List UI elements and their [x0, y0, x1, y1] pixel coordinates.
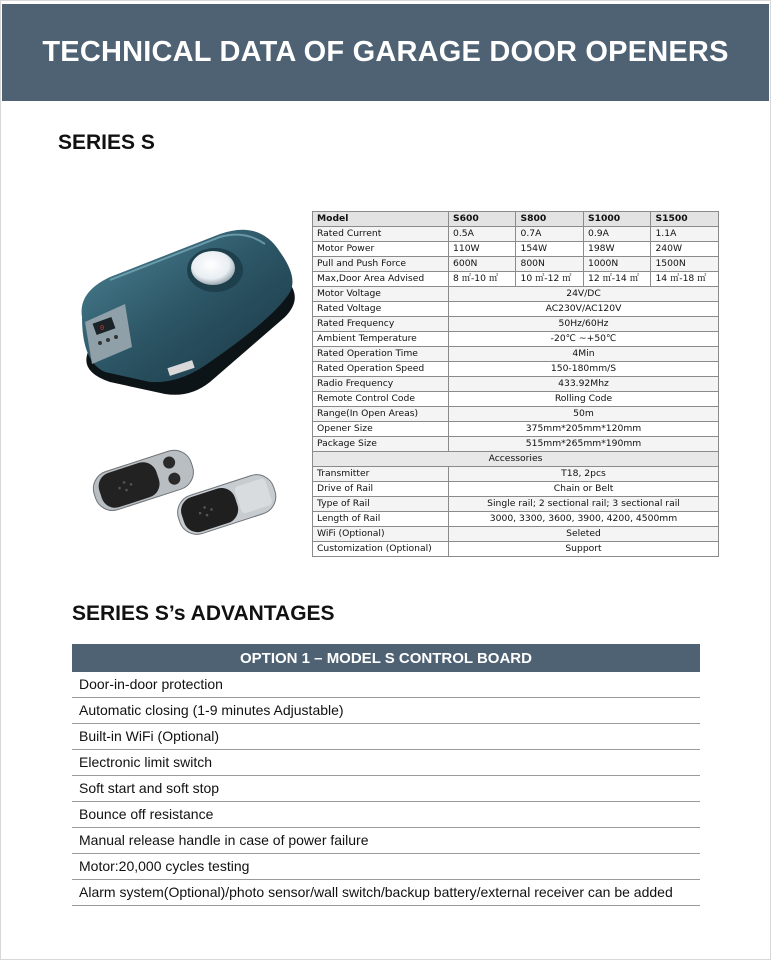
- table-row: [313, 422, 719, 437]
- row-label: Motor Power: [313, 242, 449, 257]
- row-label: Rated Voltage: [313, 302, 449, 317]
- cell-value: 1.1A: [651, 227, 719, 242]
- accessories-header-row: [313, 452, 719, 467]
- remote-transmitters-image: [88, 440, 280, 536]
- cell-value: Seleted: [449, 527, 719, 542]
- list-item: Electronic limit switch: [72, 750, 700, 776]
- row-label: WiFi (Optional): [313, 527, 449, 542]
- table-row: [313, 467, 719, 482]
- table-row: [313, 302, 719, 317]
- row-label: Max,Door Area Advised: [313, 272, 449, 287]
- cell-value: 154W: [516, 242, 583, 257]
- row-label: Transmitter: [313, 467, 449, 482]
- row-label: Rated Operation Time: [313, 347, 449, 362]
- row-label: Customization (Optional): [313, 542, 449, 557]
- list-item: Manual release handle in case of power failure: [72, 828, 700, 854]
- svg-text:0: 0: [100, 324, 105, 332]
- cell-value: 1500N: [651, 257, 719, 272]
- cell-value: 50m: [449, 407, 719, 422]
- table-row: [313, 227, 719, 242]
- table-row: [313, 257, 719, 272]
- cell-value: 24V/DC: [449, 287, 719, 302]
- list-item: Built-in WiFi (Optional): [72, 724, 700, 750]
- cell-value: 150-180mm/S: [449, 362, 719, 377]
- cell-value: 110W: [449, 242, 516, 257]
- cell-value: 198W: [583, 242, 650, 257]
- list-item: Bounce off resistance: [72, 802, 700, 828]
- row-label: Drive of Rail: [313, 482, 449, 497]
- cell-value: 3000, 3300, 3600, 3900, 4200, 4500mm: [449, 512, 719, 527]
- cell-value: 1000N: [583, 257, 650, 272]
- column-header: S800: [516, 212, 583, 227]
- advantages-list: [72, 672, 700, 906]
- advantages-title: SERIES S’s ADVANTAGES: [72, 602, 335, 625]
- column-header: Model: [313, 212, 449, 227]
- table-row: [313, 317, 719, 332]
- header-banner: [2, 4, 769, 101]
- table-row: [313, 242, 719, 257]
- list-item: Automatic closing (1-9 minutes Adjustable): [72, 698, 700, 724]
- cell-value: 375mm*205mm*120mm: [449, 422, 719, 437]
- row-label: Pull and Push Force: [313, 257, 449, 272]
- table-row: [313, 542, 719, 557]
- table-row: [313, 272, 719, 287]
- row-label: Radio Frequency: [313, 377, 449, 392]
- series-title: SERIES S: [58, 131, 155, 154]
- cell-value: 4Min: [449, 347, 719, 362]
- cell-value: 433.92Mhz: [449, 377, 719, 392]
- table-row: [313, 287, 719, 302]
- row-label: Range(In Open Areas): [313, 407, 449, 422]
- cell-value: 0.7A: [516, 227, 583, 242]
- table-row: [313, 392, 719, 407]
- accessories-label: Accessories: [313, 452, 719, 467]
- cell-value: 800N: [516, 257, 583, 272]
- table-row: [313, 497, 719, 512]
- row-label: Ambient Temperature: [313, 332, 449, 347]
- cell-value: -20℃ ~+50℃: [449, 332, 719, 347]
- cell-value: AC230V/AC120V: [449, 302, 719, 317]
- row-label: Length of Rail: [313, 512, 449, 527]
- table-row: [313, 482, 719, 497]
- column-header: S1000: [583, 212, 650, 227]
- list-item: Alarm system(Optional)/photo sensor/wall switch/backup battery/external receiver can be added: [72, 880, 700, 906]
- cell-value: Rolling Code: [449, 392, 719, 407]
- cell-value: 0.5A: [449, 227, 516, 242]
- table-row: [313, 347, 719, 362]
- page-title: TECHNICAL DATA OF GARAGE DOOR OPENERS: [42, 36, 729, 68]
- row-label: Package Size: [313, 437, 449, 452]
- cell-value: Support: [449, 542, 719, 557]
- table-row: [313, 332, 719, 347]
- row-label: Rated Frequency: [313, 317, 449, 332]
- cell-value: 0.9A: [583, 227, 650, 242]
- column-header: S1500: [651, 212, 719, 227]
- list-item: Motor:20,000 cycles testing: [72, 854, 700, 880]
- cell-value: 240W: [651, 242, 719, 257]
- cell-value: T18, 2pcs: [449, 467, 719, 482]
- option-header-bar: [72, 644, 700, 672]
- row-label: Remote Control Code: [313, 392, 449, 407]
- column-header: S600: [449, 212, 516, 227]
- cell-value: 14 ㎡-18 ㎡: [651, 272, 719, 287]
- row-label: Opener Size: [313, 422, 449, 437]
- row-label: Rated Operation Speed: [313, 362, 449, 377]
- spec-table: [312, 211, 719, 557]
- garage-door-opener-image: [70, 222, 302, 402]
- cell-value: 515mm*265mm*190mm: [449, 437, 719, 452]
- cell-value: Single rail; 2 sectional rail; 3 sectional rail: [449, 497, 719, 512]
- row-label: Type of Rail: [313, 497, 449, 512]
- cell-value: 10 ㎡-12 ㎡: [516, 272, 583, 287]
- list-item: Soft start and soft stop: [72, 776, 700, 802]
- table-row: [313, 407, 719, 422]
- table-row: [313, 527, 719, 542]
- row-label: Rated Current: [313, 227, 449, 242]
- cell-value: 50Hz/60Hz: [449, 317, 719, 332]
- option-title: OPTION 1 – MODEL S CONTROL BOARD: [240, 649, 532, 667]
- cell-value: 600N: [449, 257, 516, 272]
- cell-value: 8 ㎡-10 ㎡: [449, 272, 516, 287]
- list-item: Door-in-door protection: [72, 672, 700, 698]
- table-row: [313, 377, 719, 392]
- row-label: Motor Voltage: [313, 287, 449, 302]
- table-row: [313, 437, 719, 452]
- spec-header-row: [313, 212, 719, 227]
- cell-value: Chain or Belt: [449, 482, 719, 497]
- cell-value: 12 ㎡-14 ㎡: [583, 272, 650, 287]
- table-row: [313, 512, 719, 527]
- table-row: [313, 362, 719, 377]
